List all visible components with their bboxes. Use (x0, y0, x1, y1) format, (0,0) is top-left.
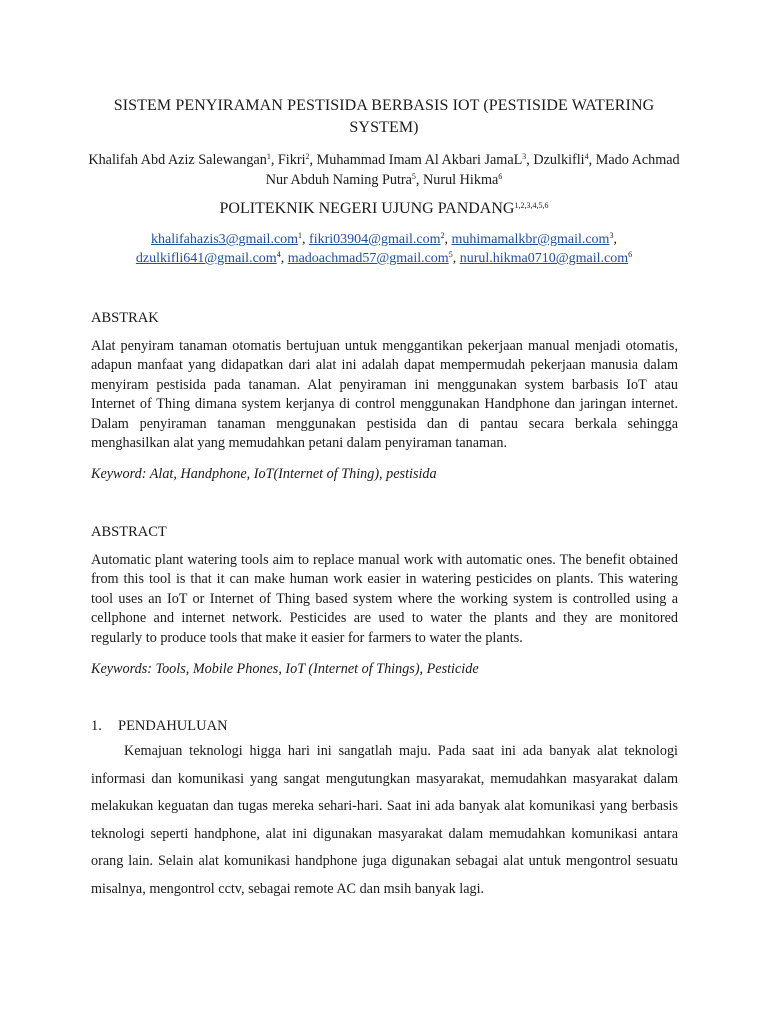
abstract-heading: ABSTRACT (91, 524, 167, 540)
email-link[interactable]: dzulkifli641@gmail.com (135, 251, 277, 266)
email-link[interactable]: fikri03904@gmail.com (309, 232, 441, 247)
email-sup: 4 (276, 250, 281, 259)
author-list: Khalifah Abd Aziz Salewangan$^1$, Fikri$^2$, Muhammad Imam Al Akbari JamaL$^3$, Dzulkifli$^4$, Mado Achmad Nur Abduh Naming Putra$^5$, Nurul Hikma$^6$ (88, 152, 680, 188)
email-link[interactable]: nurul.hikma0710@gmail.com (459, 251, 629, 266)
email-sup: 5 (448, 250, 453, 259)
author-sup: 6 (498, 172, 503, 181)
author-sup: 2 (305, 152, 310, 161)
abstrak-text: Alat penyiram tanaman otomatis bertujuan untuk menggantikan pekerjaan manual menjadi otomatis, adapun manfaat yang didapatkan dari alat ini adalah dapat mempermudah pekerjaan manusia dalam menyiram pestisida pada tanaman. Alat penyiraman ini menggunakan system barbasis IoT atau Internet of Thing dimana system kerjanya di control menggunakan Handphone dan jaringan internet. Dalam penyiraman tanaman menggunakan pestisida dan di pantau secara berkala sehingga menghasilkan alat yang memudahkan petani dalam penyiraman tanaman. (91, 338, 678, 452)
abstrak-heading: ABSTRAK (91, 310, 159, 326)
email-link[interactable]: muhimamalkbr@gmail.com (451, 232, 610, 247)
email-link[interactable]: khalifahazis3@gmail.com (151, 232, 299, 247)
section-body: Kemajuan teknologi higga hari ini sangatlah maju. Pada saat ini ada banyak alat teknologi informasi dan komunikasi yang sangat mengutungkan masyarakat, memudahkan masyarakat dalam melakukan keguatan dan tugas mereka sehari-hari. Saat ini ada banyak alat komunikasi yang berbasis teknologi seperti handphone, alat ini digunakan masyarakat dalam memudahkan komunikasi antara orang lain. Selain alat komunikasi handphone juga digunakan sebagai alat untuk mengontrol sesuatu misalnya, mengontrol cctv, sebagai remote AC dan msih banyak lagi. (91, 743, 678, 897)
institution (90, 198, 678, 220)
email-sup: 3 (609, 231, 614, 240)
abstract-keywords: Keywords: Tools, Mobile Phones, IoT (Internet of Things), Pesticide (91, 661, 479, 677)
email-link[interactable]: madoachmad57@gmail.com (287, 251, 449, 266)
abstrak-keywords: Keyword: Alat, Handphone, IoT(Internet of Thing), pestisida (91, 466, 437, 482)
section-number: 1. (91, 718, 102, 734)
author-name: Dzulkifli (533, 152, 585, 168)
institution-sup: 1,2,3,4,5,6 (514, 201, 549, 210)
email-sup: 2 (440, 231, 445, 240)
institution-name: POLITEKNIK NEGERI UJUNG PANDANG (219, 200, 515, 217)
author-name: Muhammad Imam Al Akbari JamaL (316, 152, 523, 168)
paper-title: SISTEM PENYIRAMAN PESTISIDA BERBASIS IOT (PESTISIDE WATERING SYSTEM) (113, 97, 655, 136)
email-list: khalifahazis3@gmail.com$^1$, fikri03904@gmail.com$^2$, muhimamalkbr@gmail.com$^3$, dzulkifli641@gmail.com$^4$, madoachmad57@gmail.com$^5$, nurul.hikma0710@gmail.com$^6$ (135, 231, 633, 266)
author-name: Mado Achmad Nur Abduh Naming Putra (265, 152, 680, 188)
author-name: Fikri (277, 152, 306, 168)
section-heading (91, 716, 228, 736)
author-name: Nurul Hikma (423, 172, 499, 188)
author-sup: 1 (266, 152, 271, 161)
author-sup: 3 (522, 152, 527, 161)
author-name: Khalifah Abd Aziz Salewangan (88, 152, 267, 168)
author-sup: 4 (584, 152, 589, 161)
email-sup: 1 (298, 231, 303, 240)
section-title: PENDAHULUAN (118, 718, 228, 734)
email-sup: 6 (628, 250, 633, 259)
abstract-text: Automatic plant watering tools aim to replace manual work with automatic ones. The benefit obtained from this tool is that it can make human work easier in watering pesticides on plants. This watering tool uses an IoT or Internet of Thing based system where the working system is controlled using a cellphone and internet network. Pesticides are used to water the plants and they are monitored regularly to produce tools that make it easier for farmers to water the plants. (91, 552, 678, 646)
author-sup: 5 (411, 172, 416, 181)
